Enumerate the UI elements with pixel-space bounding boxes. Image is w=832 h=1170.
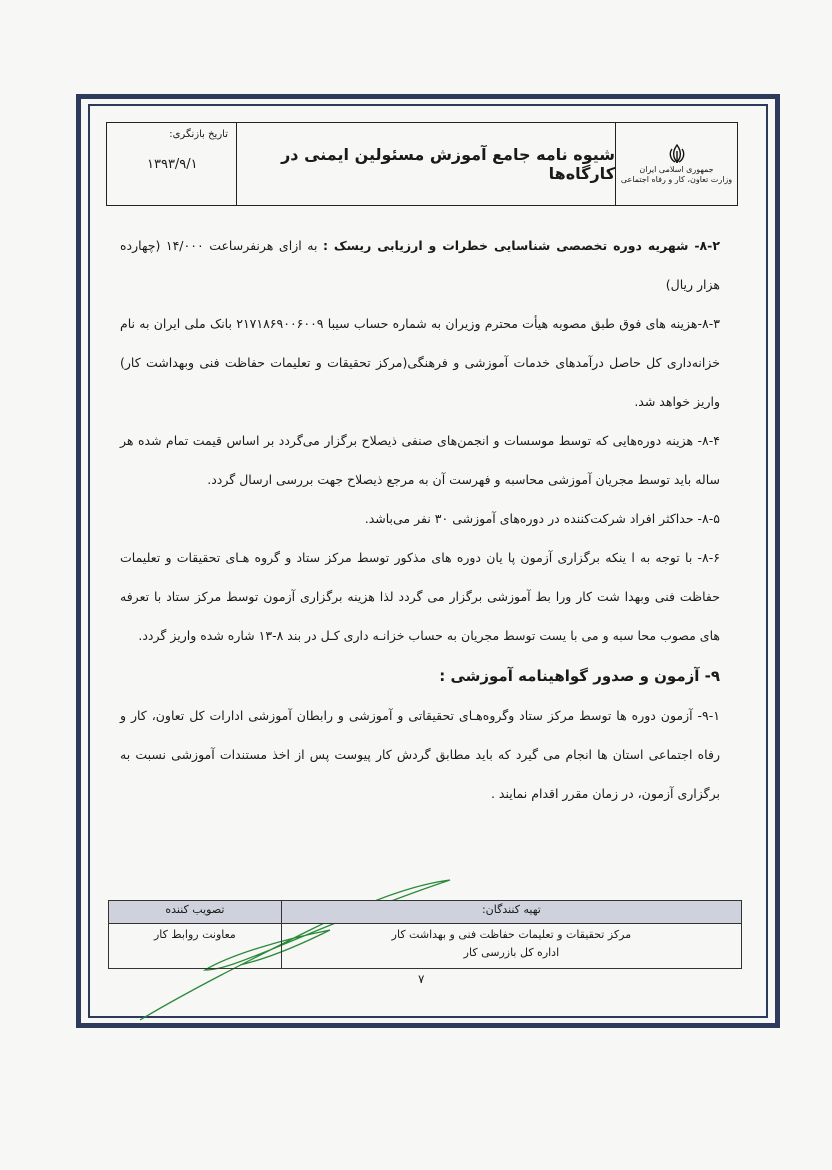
paragraph-8-3: ۸-۳-هزینه های فوق طبق مصوبه هیأت محترم وزیران به شماره حساب سیبا ۲۱۷۱۸۶۹۰۰۶۰۰۹ بانک ملی ایران به نام خزانه‌داری کل حاصل درآمدهای خدمات آموزشی و فرهنگی(مرکز تحقیقات و تعلیمات حفاظت فنی وبهداشت کار) واریز خواهد شد. [120, 316, 720, 409]
section-9-title: ۹- آزمون و صدور گواهینامه آموزشی : [439, 667, 720, 685]
paragraph-8-5: ۸-۵- حداکثر افراد شرکت‌کننده در دوره‌های آموزشی ۳۰ نفر می‌باشد. [364, 511, 720, 526]
approved-by-cell [109, 924, 282, 969]
document-body [120, 226, 720, 813]
paragraph-8-2-text: به ازای هرنفرساعت ۱۴/۰۰۰ (چهارده هزار ریال) [120, 238, 720, 292]
paragraph-9-1: ۹-۱- آزمون دوره ها توسط مرکز ستاد وگروه‌هـای تحقیقاتی و آموزشی و رابطان آموزشی ادارات کل تعاون، کار و رفاه اجتماعی استان ها انجام می گیرد که باید مطابق گردش کار پیوست پس از اخذ مستندات آموزشی نسبت به برگزاری آزمون، در زمان مقرر اقدام نمایند . [120, 708, 720, 801]
header-box [106, 122, 738, 206]
paragraph-8-4: ۸-۴- هزینه دوره‌هایی که توسط موسسات و انجمن‌های صنفی ذیصلاح برگزار می‌گردد بر اساس قیمت تمام شده هر ساله باید توسط مجریان آموزشی محاسبه و فهرست آن به مرجع ذیصلاح جهت بررسی ارسال گردد. [120, 433, 720, 487]
approved-by-line-1: معاونت روابط کار [154, 928, 236, 941]
prepared-by-cell [281, 924, 741, 969]
ministry-logo [615, 123, 737, 205]
signatures-table-header [109, 901, 742, 924]
logo-line-2: وزارت تعاون، کار و رفاه اجتماعی [620, 175, 733, 184]
document-title: شیوه نامه جامع آموزش مسئولین ایمنی در کارگاه‌ها [281, 145, 615, 183]
prepared-by-line-1: مرکز تحقیقات و تعلیمات حفاظت فنی و بهداشت کار [391, 928, 632, 941]
revision-date-value: ۱۳۹۳/۹/۱ [147, 157, 198, 172]
revision-date-label: تاریخ بازنگری: [169, 129, 228, 140]
paragraph-8-2-heading: ۸-۲- شهریه دوره تخصصی شناسایی خطرات و ارزیابی ریسک : [322, 238, 720, 253]
paragraph-8-6: ۸-۶- با توجه به ا ینکه برگزاری آزمون پا یان دوره های مذکور توسط مرکز ستاد و گروه هـای تحقیقات و تعلیمات حفاظت فنی وبهدا شت کار ورا بط آموزشی برگزار می گردد لذا هزینه برگزاری آزمون توسط مرکز ستاد با تعرفه های مصوب محا سبه و می با یست توسط مجریان به حساب خزانـه داری کـل در بند ۸-۱۳ شاره شده واریز گردد. [120, 550, 720, 643]
paragraph-8-2 [120, 226, 720, 304]
iran-emblem-icon [666, 143, 688, 165]
signatures-table [108, 900, 742, 969]
signatures-table-row [109, 924, 742, 969]
logo-line-1: جمهوری اسلامی ایران [639, 165, 714, 174]
page-number: ۷ [418, 972, 425, 986]
prepared-by-line-2: اداره کل بازرسی کار [463, 946, 560, 959]
prepared-by-header: تهیه کنندگان: [281, 901, 741, 924]
revision-date-cell [107, 123, 237, 205]
approved-by-header: تصویب کننده [109, 901, 282, 924]
